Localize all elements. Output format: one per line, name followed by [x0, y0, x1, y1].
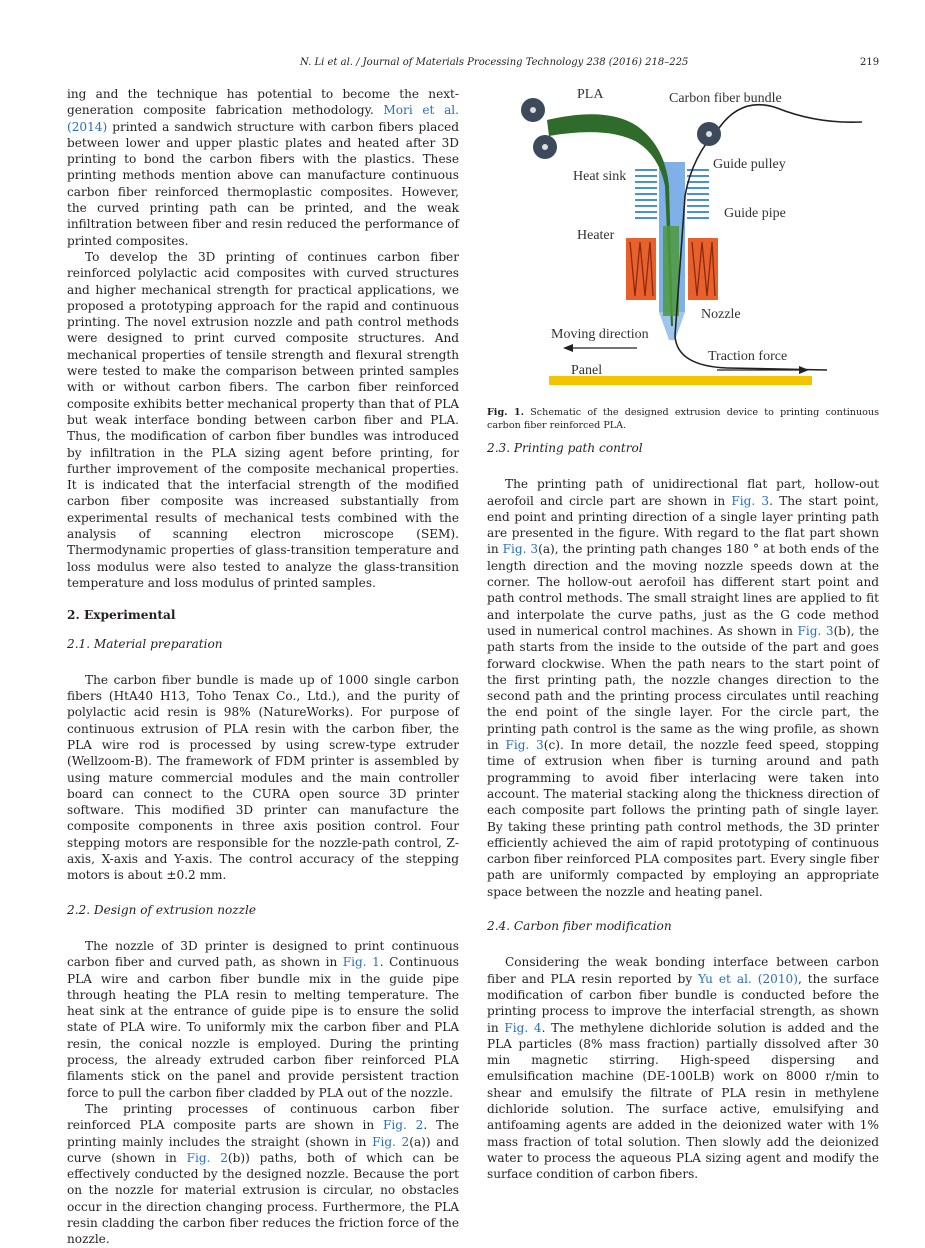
label-carbon-fiber-bundle: Carbon fiber bundle [669, 91, 782, 106]
text: (a)) and curve (shown in [67, 1134, 459, 1165]
text: (c). In more detail, the nozzle feed speed, stopping time of extrusion when fiber is turning around and path programming to avoid fiber interlacing were taken into account. The material stacking along the thickness direction of each composite part follows the printing path of single layer. By taking these printing path control methods, the 3D printer efficiently achieved the aim of rapid prototyping of continuous carbon fiber reinforced PLA composites part. Every single fiber path are uniformly compacted by employing an appropriate space between the nozzle and heating panel. [487, 738, 879, 899]
label-guide-pipe: Guide pipe [724, 206, 786, 221]
text: The printing path of unidirectional flat part, hollow-out aerofoil and circle part are shown in [487, 477, 879, 508]
figure-link[interactable]: Fig. 4 [504, 1020, 542, 1035]
paragraph [487, 954, 879, 1182]
label-panel: Panel [571, 363, 603, 378]
figure-link[interactable]: Fig. 1 [342, 955, 380, 970]
text: Considering the weak bonding interface between carbon fiber and PLA resin reported by [487, 955, 879, 986]
text: (b), the path starts from the inside to the outside of the part and goes forward clockwise. When the path nears to the start point of the first printing path, the nozzle changes direction to the second path and the printing process circulates until reaching the end point of the single layer. For the circle part, the printing path control is the same as the wing profile, as shown in [487, 623, 879, 753]
text: , the surface modification of carbon fiber bundle is conducted before the printing process to improve the interfacial strength, as shown in [487, 971, 879, 1035]
journal-citation: N. Li et al. / Journal of Materials Processing Technology 238 (2016) 218–225 [300, 57, 689, 68]
citation-link[interactable]: Yu et al. (2010) [698, 971, 798, 986]
subsection-heading: 2.1. Material preparation [67, 636, 223, 651]
figure-1 [487, 86, 880, 432]
carbon-fiber-bundle [675, 105, 862, 370]
figure-caption [487, 406, 879, 432]
right-column [487, 86, 879, 1182]
label-pla: PLA [577, 87, 604, 102]
citation-link[interactable]: Mori et al. (2014) [67, 103, 459, 134]
label-nozzle: Nozzle [701, 307, 741, 322]
label-traction-force: Traction force [708, 349, 788, 364]
text: . The printing mainly includes the straight (shown in [67, 1118, 459, 1149]
section-heading: 2. Experimental [67, 608, 176, 623]
text: The printing processes of continuous carbon fiber reinforced PLA composite parts are shown in [67, 1101, 459, 1133]
pla-roller-bottom [533, 135, 557, 159]
paragraph [67, 1101, 459, 1248]
figure-link[interactable]: Fig. 3 [731, 493, 770, 508]
paragraph [487, 476, 879, 900]
page-number: 219 [860, 57, 880, 68]
paragraph [67, 86, 459, 249]
figure-link[interactable]: Fig. 2 [382, 1118, 424, 1133]
label-heat-sink: Heat sink [573, 169, 627, 184]
caption-label: Fig. 1. [487, 407, 525, 419]
text: printed a sandwich structure with carbon fibers placed between lower and upper plastic plates and heated after 3D printing to bond the carbon fibers with the plastics. These printing methods mention above can manufacture continuous carbon fiber reinforced thermoplastic composites. However, the curved printing path can be printed, and the weak infiltration between fiber and resin reduced the performance of printed composites. [67, 119, 459, 248]
text: (b)) paths, both of which can be effectively conducted by the designed nozzle. Because the port on the nozzle for material extrusion is circular, no obstacles occur in the direction changing process. Furthermore, the PLA resin cladding the carbon fiber reduces the friction force of the nozzle. [67, 1150, 459, 1247]
figure-link[interactable]: Fig. 2 [372, 1134, 410, 1149]
paragraph: To develop the 3D printing of continues carbon fiber reinforced polylactic acid composites with curved structures and higher mechanical strength for practical applications, we proposed a prototyping approach for the rapid and continuous printing. The novel extrusion nozzle and path control methods were designed to print curved composite structures. And mechanical properties of tensile strength and flexural strength were tested to make the comparison between printed samples with or without carbon fibers. The carbon fiber reinforced composite exhibits better mechanical property than that of PLA but weak interface bonding between carbon fiber and PLA. Thus, the modification of carbon fiber bundles was introduced by infiltration in the PLA sizing agent before printing, for further improvement of the composite mechanical properties. It is indicated that the interfacial strength of the modified carbon fiber composite was increased substantially from experimental results of mechanical tests combined with the analysis of scanning electron microscope (SEM). Thermodynamic properties of glass-transition temperature and loss modulus were also tested to analyze the glass-transition temperature and loss modulus of printed samples. [67, 249, 459, 590]
text: ing and the technique has potential to become the next-generation composite fabrication methodology. [67, 87, 459, 118]
guide-pulley [697, 122, 721, 146]
subsection-heading: 2.2. Design of extrusion nozzle [67, 902, 257, 917]
figure-link[interactable]: Fig. 2 [186, 1150, 228, 1165]
text: . Continuous PLA wire and carbon fiber bundle mix in the guide pipe through heating the PLA resin to melting temperature. The heat sink at the entrance of guide pipe is to ensure the solid state of PLA wire. To uniformly mix the carbon fiber and PLA resin, the conical nozzle is employed. During the printing process, the already extruded carbon fiber reinforced PLA filaments stick on the panel and provide persistent traction force to pull the carbon fiber cladded by PLA out of the nozzle. [67, 955, 460, 1100]
text: The nozzle of 3D printer is designed to print continuous carbon fiber and curved path, as shown in [67, 938, 459, 970]
extrusion-device-schematic [487, 86, 879, 388]
text: . The methylene dichloride solution is added and the PLA particles (8% mass fraction) partially dissolved after 30 min magnetic stirring. High-speed dispersing and emulsification machine (DE-100LB) work on 8000 r/min to shear and emulsify the filtrate of PLA resin in methylene dichloride solution. The surface active, emulsifying and antifoaming agents are added in the deionized water with 1% mass fraction of total solution. Then slowly add the deionized water to process the aqueous PLA sizing agent and modify the surface condition of carbon fibers. [487, 1020, 879, 1182]
figure-link[interactable]: Fig. 3 [502, 542, 539, 557]
subsection-heading: 2.3. Printing path control [487, 441, 643, 455]
label-moving-direction: Moving direction [551, 327, 649, 342]
caption-text: Schematic of the designed extrusion device to printing continuous carbon fiber reinforced PLA. [487, 407, 880, 432]
text: (a), the printing path changes 180 ° at both ends of the length direction and the moving nozzle speeds down at the corner. The hollow-out aerofoil has different start point and path control methods. The small straight lines are applied to fit and interpolate the curve paths, just as the G code method used in numerical control machines. As shown in [487, 542, 879, 638]
pla-roller-top [521, 98, 545, 122]
subsection-heading: 2.4. Carbon fiber modification [487, 919, 672, 934]
label-guide-pulley: Guide pulley [713, 157, 786, 172]
left-column [67, 86, 459, 1248]
paragraph: The carbon fiber bundle is made up of 1000 single carbon fibers (HtA40 H13, Toho Tenax Co., Ltd.), and the purity of polylactic acid resin is 98% (NatureWorks). For purpose of continuous extrusion of PLA resin with the carbon fiber, the PLA wire rod is processed by using screw-type extruder (Wellzoom-B). The framework of FDM printer is assembled by using mature commercial modules and the main controller board can connect to the CURA open source 3D printer software. This modified 3D printer can manufacture the composite components in three axis position control. Four stepping motors are responsible for the nozzle-path control, Z-axis, X-axis and Y-axis. The control accuracy of the stepping motors is about ±0.2 mm. [67, 672, 459, 883]
figure-link[interactable]: Fig. 3 [505, 738, 544, 753]
figure-link[interactable]: Fig. 3 [797, 623, 834, 638]
label-heater: Heater [577, 228, 615, 243]
text: . The start point, end point and printing direction of a single layer printing path are presented in the figure. With regard to the flat part shown in [487, 493, 879, 557]
paragraph [67, 938, 459, 1101]
